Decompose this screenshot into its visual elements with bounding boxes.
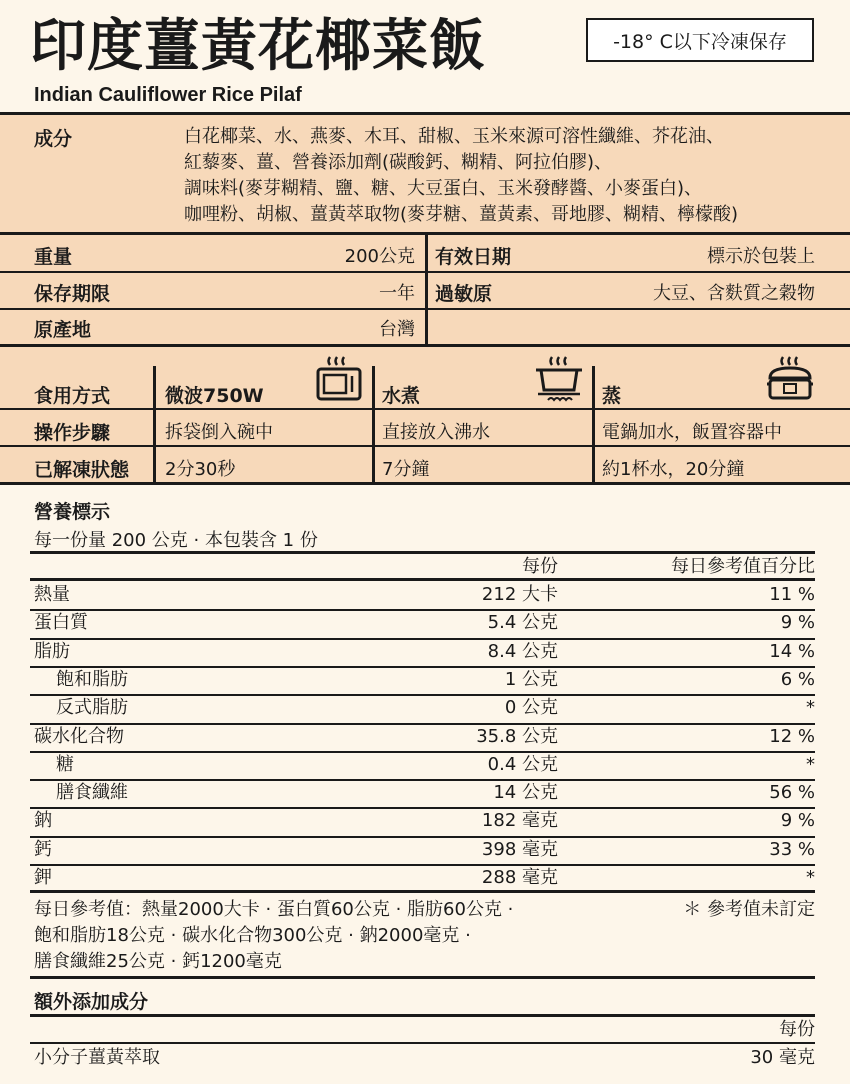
ingredients-label: 成分 bbox=[34, 128, 73, 150]
ingredients-line: 紅藜麥、薑、營養添加劑(碳酸鈣、糊精、阿拉伯膠)、 bbox=[184, 152, 613, 173]
nutrition-row bbox=[30, 666, 815, 694]
nutrient-daily-value: 11 % bbox=[769, 584, 815, 605]
divider bbox=[0, 445, 850, 447]
nutrient-name: 熱量 bbox=[34, 584, 70, 605]
nutrient-amount: 398 毫克 bbox=[481, 839, 558, 860]
method-boil: 水煮 bbox=[382, 385, 421, 407]
nutrient-name: 鉀 bbox=[34, 867, 52, 888]
storage-note: -18° C以下冷凍保存 bbox=[613, 30, 787, 53]
extra-title: 額外添加成分 bbox=[34, 991, 149, 1013]
nutrient-daily-value: 12 % bbox=[769, 726, 815, 747]
ingredients-line: 白花椰菜、水、燕麥、木耳、甜椒、玉米來源可溶性纖維、芥花油、 bbox=[184, 126, 724, 147]
nutrient-daily-value: 14 % bbox=[769, 641, 815, 662]
microwave-icon bbox=[316, 354, 362, 402]
nutrient-amount: 0 公克 bbox=[504, 697, 558, 718]
footnote-line: 膳食纖維25公克 · 鈣1200毫克 bbox=[34, 951, 282, 972]
divider bbox=[30, 890, 815, 893]
method-label: 食用方式 bbox=[34, 385, 111, 407]
nutrient-amount: 5.4 公克 bbox=[487, 612, 558, 633]
divider bbox=[30, 976, 815, 979]
nutrient-amount: 14 公克 bbox=[493, 782, 558, 803]
nutrient-name: 糖 bbox=[56, 754, 74, 775]
nutrition-row bbox=[30, 864, 815, 892]
nutrient-amount: 212 大卡 bbox=[481, 584, 558, 605]
nutrient-amount: 288 毫克 bbox=[481, 867, 558, 888]
origin-value: 台灣 bbox=[379, 319, 415, 340]
ingredients-line: 調味料(麥芽糊精、鹽、糖、大豆蛋白、玉米發酵醬、小麥蛋白)、 bbox=[184, 178, 703, 199]
step-steam: 電鍋加水，飯置容器中 bbox=[602, 422, 782, 443]
divider bbox=[372, 366, 375, 482]
nutrient-name: 飽和脂肪 bbox=[56, 669, 128, 690]
extra-item-value: 30 毫克 bbox=[750, 1047, 815, 1068]
nutrient-amount: 8.4 公克 bbox=[487, 641, 558, 662]
footnote-line: 飽和脂肪18公克 · 碳水化合物300公克 · 鈉2000毫克 · bbox=[34, 925, 471, 946]
weight-value: 200公克 bbox=[344, 246, 415, 267]
nutrient-daily-value: 9 % bbox=[780, 810, 815, 831]
nutrient-name: 鈉 bbox=[34, 810, 52, 831]
nutrient-daily-value: 33 % bbox=[769, 839, 815, 860]
time-boil: 7分鐘 bbox=[382, 459, 430, 480]
product-subtitle: Indian Cauliflower Rice Pilaf bbox=[34, 84, 302, 106]
allergen-label: 過敏原 bbox=[435, 283, 493, 305]
step-microwave: 拆袋倒入碗中 bbox=[165, 422, 273, 443]
nutrient-amount: 182 毫克 bbox=[481, 810, 558, 831]
method-microwave: 微波750W bbox=[165, 385, 264, 407]
storage-badge bbox=[586, 18, 814, 62]
nutrition-row bbox=[30, 723, 815, 751]
nutrition-row bbox=[30, 609, 815, 637]
nutrition-title: 營養標示 bbox=[34, 501, 111, 523]
extra-item-name: 小分子薑黃萃取 bbox=[34, 1047, 160, 1068]
divider bbox=[0, 482, 850, 485]
expiry-value: 標示於包裝上 bbox=[707, 246, 815, 267]
nutrient-daily-value: 6 % bbox=[780, 669, 815, 690]
col-daily-value: 每日參考值百分比 bbox=[671, 556, 815, 577]
nutrition-row bbox=[30, 751, 815, 779]
extra-col-per-serving: 每份 bbox=[779, 1019, 815, 1040]
ingredients-line: 咖哩粉、胡椒、薑黃萃取物(麥芽糖、薑黃素、哥地膠、糊精、檸檬酸) bbox=[184, 204, 739, 225]
steps-label: 操作步驟 bbox=[34, 422, 111, 444]
shelf-life-value: 一年 bbox=[379, 283, 415, 304]
shelf-life-label: 保存期限 bbox=[34, 283, 111, 305]
weight-label: 重量 bbox=[34, 246, 73, 268]
asterisk-note: ＊ 參考值未訂定 bbox=[683, 899, 815, 920]
nutrient-amount: 0.4 公克 bbox=[487, 754, 558, 775]
nutrient-amount: 1 公克 bbox=[504, 669, 558, 690]
nutrient-name: 碳水化合物 bbox=[34, 726, 124, 747]
col-per-serving: 每份 bbox=[522, 556, 558, 577]
divider bbox=[0, 408, 850, 410]
divider bbox=[425, 235, 428, 344]
step-boil: 直接放入沸水 bbox=[382, 422, 490, 443]
nutrient-daily-value: 9 % bbox=[780, 612, 815, 633]
nutrient-daily-value: * bbox=[806, 697, 815, 718]
pot-icon bbox=[534, 354, 584, 402]
thawed-label: 已解凍狀態 bbox=[34, 459, 130, 481]
nutrient-name: 蛋白質 bbox=[34, 612, 88, 633]
nutrient-amount: 35.8 公克 bbox=[476, 726, 558, 747]
footnote-line: 每日參考值：熱量2000大卡 · 蛋白質60公克 · 脂肪60公克 · bbox=[34, 899, 514, 920]
serving-info: 每一份量 200 公克 · 本包裝含 1 份 bbox=[34, 530, 318, 551]
time-steam: 約1杯水，20分鐘 bbox=[602, 459, 745, 480]
method-steam: 蒸 bbox=[602, 385, 622, 407]
nutrient-name: 鈣 bbox=[34, 839, 52, 860]
nutrient-name: 脂肪 bbox=[34, 641, 70, 662]
nutrient-daily-value: 56 % bbox=[769, 782, 815, 803]
nutrient-name: 膳食纖維 bbox=[56, 782, 128, 803]
origin-label: 原產地 bbox=[34, 319, 92, 341]
divider bbox=[592, 366, 595, 482]
product-title: 印度薑黃花椰菜飯 bbox=[30, 14, 486, 79]
divider bbox=[153, 366, 156, 482]
nutrient-daily-value: * bbox=[806, 867, 815, 888]
nutrition-row bbox=[30, 836, 815, 864]
nutrition-row bbox=[30, 779, 815, 807]
expiry-label: 有效日期 bbox=[435, 246, 512, 268]
nutrient-daily-value: * bbox=[806, 754, 815, 775]
nutrition-row bbox=[30, 807, 815, 835]
nutrient-name: 反式脂肪 bbox=[56, 697, 128, 718]
nutrition-row bbox=[30, 694, 815, 722]
nutrition-row bbox=[30, 581, 815, 609]
divider bbox=[30, 1042, 815, 1044]
steamer-icon bbox=[766, 354, 814, 402]
allergen-value: 大豆、含麩質之穀物 bbox=[653, 283, 815, 304]
time-microwave: 2分30秒 bbox=[165, 459, 236, 480]
nutrition-row bbox=[30, 638, 815, 666]
